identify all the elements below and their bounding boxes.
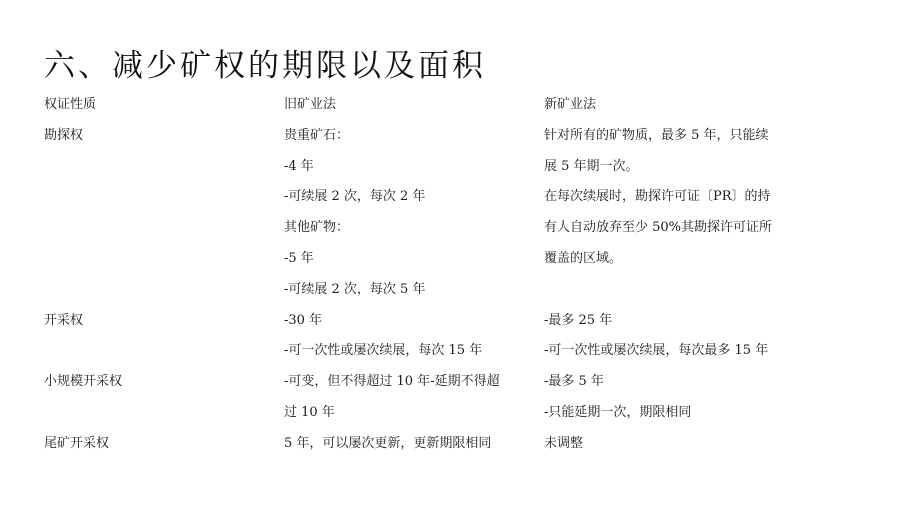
row-new-law [544, 306, 824, 368]
old-law-line: -5 年 [284, 250, 314, 266]
permit-type-label: 小规模开采权 [44, 374, 123, 390]
new-law-line: 展 5 年期一次。 [544, 158, 639, 174]
new-law-line: 有人自动放弃至少 50%其勘探许可证所 [544, 220, 773, 236]
row-permit-type [44, 367, 284, 398]
permit-type-label: 勘探权 [44, 127, 84, 143]
old-law-line: -可变，但不得超过 10 年-延期不得超 [284, 374, 500, 390]
old-law-line: 贵重矿石： [284, 127, 350, 143]
new-law-line: 覆盖的区域。 [544, 250, 623, 266]
header-old-law: 旧矿业法 [284, 97, 337, 112]
new-law-line: -最多 25 年 [544, 312, 613, 328]
old-law-line: -可续展 2 次，每次 2 年 [284, 189, 426, 205]
row-new-law [544, 367, 824, 429]
header-new-law: 新矿业法 [544, 97, 597, 112]
slide-title: 六、减少矿权的期限以及面积 [44, 48, 486, 84]
old-law-line: 5 年，可以屡次更新，更新期限相同 [284, 435, 492, 451]
row-old-law [284, 306, 544, 368]
old-law-line: -可一次性或屡次续展，每次 15 年 [284, 343, 483, 359]
permit-type-label: 开采权 [44, 312, 84, 328]
new-law-line: -最多 5 年 [544, 374, 604, 390]
row-new-law [544, 429, 824, 460]
new-law-line: -可一次性或屡次续展，每次最多 15 年 [544, 343, 769, 359]
row-permit-type [44, 306, 284, 337]
row-old-law [284, 367, 544, 429]
old-law-line: -可续展 2 次，每次 5 年 [284, 281, 426, 297]
row-permit-type [44, 121, 284, 152]
row-old-law [284, 429, 544, 460]
new-law-line [544, 275, 824, 306]
table-row [44, 121, 844, 306]
row-permit-type [44, 429, 284, 460]
old-law-line: 其他矿物： [284, 220, 350, 236]
table-header-row [44, 90, 844, 121]
new-law-line: 未调整 [544, 435, 584, 451]
old-law-line: -30 年 [284, 312, 323, 328]
permit-type-label: 尾矿开采权 [44, 435, 110, 451]
table-row [44, 367, 844, 429]
new-law-line: 在每次续展时，勘探许可证〔PR〕的持 [544, 189, 771, 205]
old-law-line: -4 年 [284, 158, 314, 174]
table-row [44, 429, 844, 460]
comparison-table [44, 90, 844, 460]
new-law-line: 针对所有的矿物质，最多 5 年，只能续 [544, 127, 769, 143]
row-new-law [544, 121, 824, 306]
header-permit-type: 权证性质 [44, 97, 97, 112]
new-law-line: -只能延期一次，期限相同 [544, 404, 692, 420]
old-law-line: 过 10 年 [284, 404, 335, 420]
row-old-law [284, 121, 544, 306]
table-row [44, 306, 844, 368]
